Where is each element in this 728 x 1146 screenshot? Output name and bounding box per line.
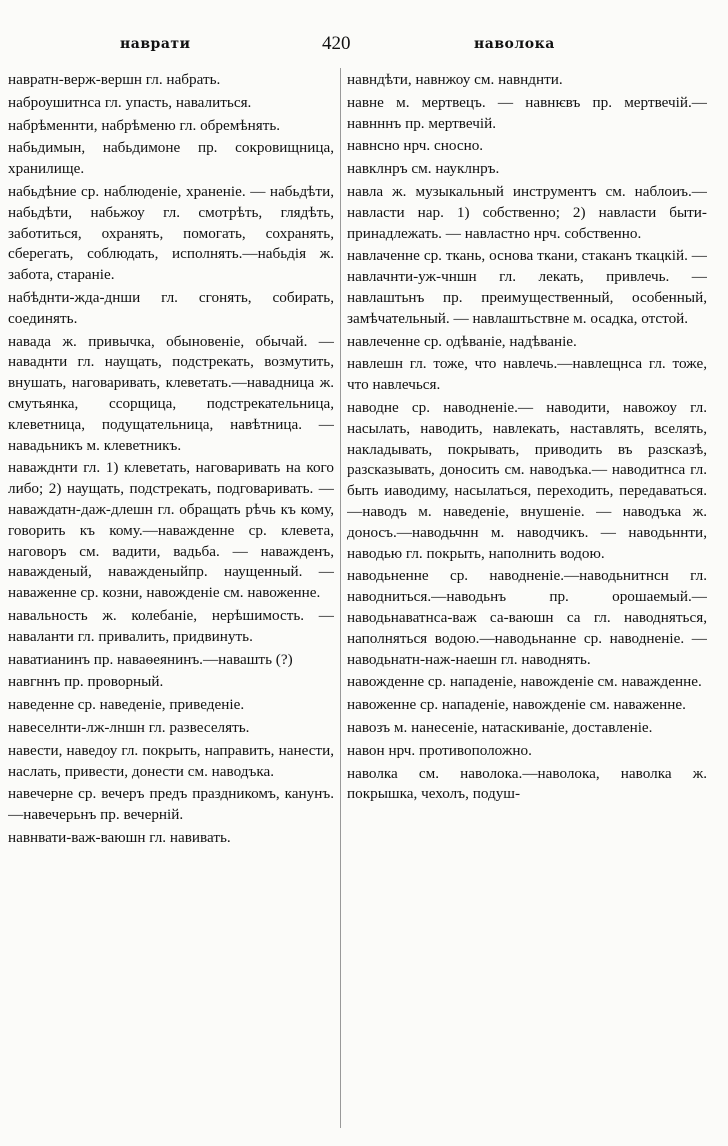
dictionary-entry: навада ж. привычка, обыновеніе, обычай. — наваднти гл. наущать, подстрекать, возмутить, внушать, наговаривать, клеветать.—навадница ж. смутьянка, ссорщица, подстрекательница, клеветница, подущательница, навѣтница. — навадьникъ м. клеветникъ.	[8, 332, 334, 454]
column-divider	[340, 68, 341, 1128]
dictionary-entry: навнвати-важ-ваюшн гл. навивать.	[8, 828, 231, 846]
dictionary-entry: навгннъ пр. проворный.	[8, 673, 164, 691]
dictionary-entry: навечерне ср. вечеръ предъ праздникомъ, канунъ.—навечерьнъ пр. вечерній.	[8, 785, 334, 824]
dictionary-entry: навести, наведоу гл. покрыть, направить, нанести, наслать, привести, донести см. наводъка.	[8, 741, 334, 780]
right-column	[347, 70, 707, 1136]
dictionary-entry: наводьненне ср. наводненіе.—наводьнитнсн гл. наводниться.—наводьнъ пр. орошаемый.— наводьнаватнса-важ са-ваюшн са гл. наводняться, наполняться водою.—наводьнанне ср. наводненіе. — наводьнатн-наж-наешн гл. наводнять.	[347, 567, 707, 668]
dictionary-entry: навеселнти-лж-лншн гл. развеселять.	[8, 718, 250, 736]
dictionary-entry: набьдѣние ср. наблюденіе, храненіе. — набьдѣти, набьдѣти, набьжоу гл. смотрѣть, глядѣть, заботиться, охранять, помогать, сохранять, сберегать, соблюдать, исполнять.—набьдія ж. забота, стараніе.	[8, 182, 334, 284]
dictionary-entry: навне м. мертвецъ. — навнѥвъ пр. мертвечій.—навнннъ пр. мертвечій.	[347, 93, 707, 132]
dictionary-entry: наважднти гл. 1) клеветать, наговаривать на кого либо; 2) наущать, подстрекать, подговаривать. — наваждатн-даж-длешн гл. обращать рѣчь къ кому, говорить къ кому.—наважденне ср. клевета, наговоръ см. вадити, вадьба. — наважденъ, наважденый, наважденыйпр. наущенный. — наваженне ср. козни, навожденіе см. навоженне.	[8, 459, 334, 602]
dictionary-entry: наброушитнса гл. упасть, навалиться.	[8, 93, 252, 111]
dictionary-entry: навожденне ср. нападеніе, навожденіе см. наважденне.	[347, 673, 702, 691]
page-number: 420	[322, 33, 351, 54]
dictionary-entry: навоженне ср. нападеніе, навожденіе см. наваженне.	[347, 696, 686, 714]
dictionary-entry: навнсно нрч. сносно.	[347, 137, 484, 155]
dictionary-entry: навлеченне ср. одѣваніе, надѣваніе.	[347, 332, 577, 350]
dictionary-entry: навальность ж. колебаніе, нерѣшимость. — наваланти гл. привалить, придвинуть.	[8, 606, 334, 645]
header-left-word: наврати	[120, 36, 191, 52]
dictionary-entry: наводне ср. наводненіе.— наводити, навожоу гл. насылать, наводить, навлекать, наставлять, вселять, накладывать, покрывать, приводить въ разсказѣ, разсказывать, доносить см. наводъка.— наводитнса гл. быть иаводиму, насылаться, переходить, передаваться.—наводъ м. наведеніе, внушеніе. — наводъка ж. доносъ.—наводьчнн м. наводчикъ. — наводьннти, наводью гл. покрыть, наполнить водою.	[347, 398, 707, 562]
dictionary-entry: навла ж. музыкальный инструментъ см. наблоиъ.—навласти нар. 1) собственно; 2) навласти быти-принадлежать. — навластно нрч. собственно.	[347, 182, 707, 242]
dictionary-entry: навратн-верж-вершн гл. набрать.	[8, 71, 221, 88]
dictionary-entry: набѣднти-жда-днши гл. сгонять, собирать, соединять.	[8, 288, 334, 327]
dictionary-entry: навндѣти, навнжоу см. навнднти.	[347, 71, 563, 88]
dictionary-entry: навозъ м. нанесеніе, натаскиваніе, доставленіе.	[347, 718, 653, 736]
dictionary-entry: наволка см. наволока.—наволока, наволка ж. покрышка, чехолъ, подуш-	[347, 764, 707, 803]
running-header	[0, 30, 728, 60]
dictionary-entry: наведенне ср. наведеніе, приведеніе.	[8, 696, 245, 714]
dictionary-entry: наватианинъ пр. наваѳеянинъ.—навашть (?)	[8, 650, 293, 668]
dictionary-entry: навлаченне ср. ткань, основа ткани, стаканъ ткацкій. — навлачнти-уж-чншн гл. лекать, привлечь. — навлаштьнъ пр. преимущественный, особенный, замѣчательный. — навлаштьствне м. осадка, отстой.	[347, 247, 707, 327]
dictionary-entry: набрѣменнти, набрѣменю гл. обремѣнять.	[8, 116, 281, 134]
header-right-word: наволока	[474, 36, 555, 52]
dictionary-entry: набьдимын, набьдимоне пр. сокровищница, хранилище.	[8, 139, 334, 178]
dictionary-entry: навлешн гл. тоже, что навлечь.—навлещнса гл. тоже, что навлечься.	[347, 355, 707, 394]
left-column	[8, 70, 334, 1136]
dictionary-entry: навклнръ см. науклнръ.	[347, 160, 500, 178]
dictionary-entry: навон нрч. противоположно.	[347, 741, 532, 759]
